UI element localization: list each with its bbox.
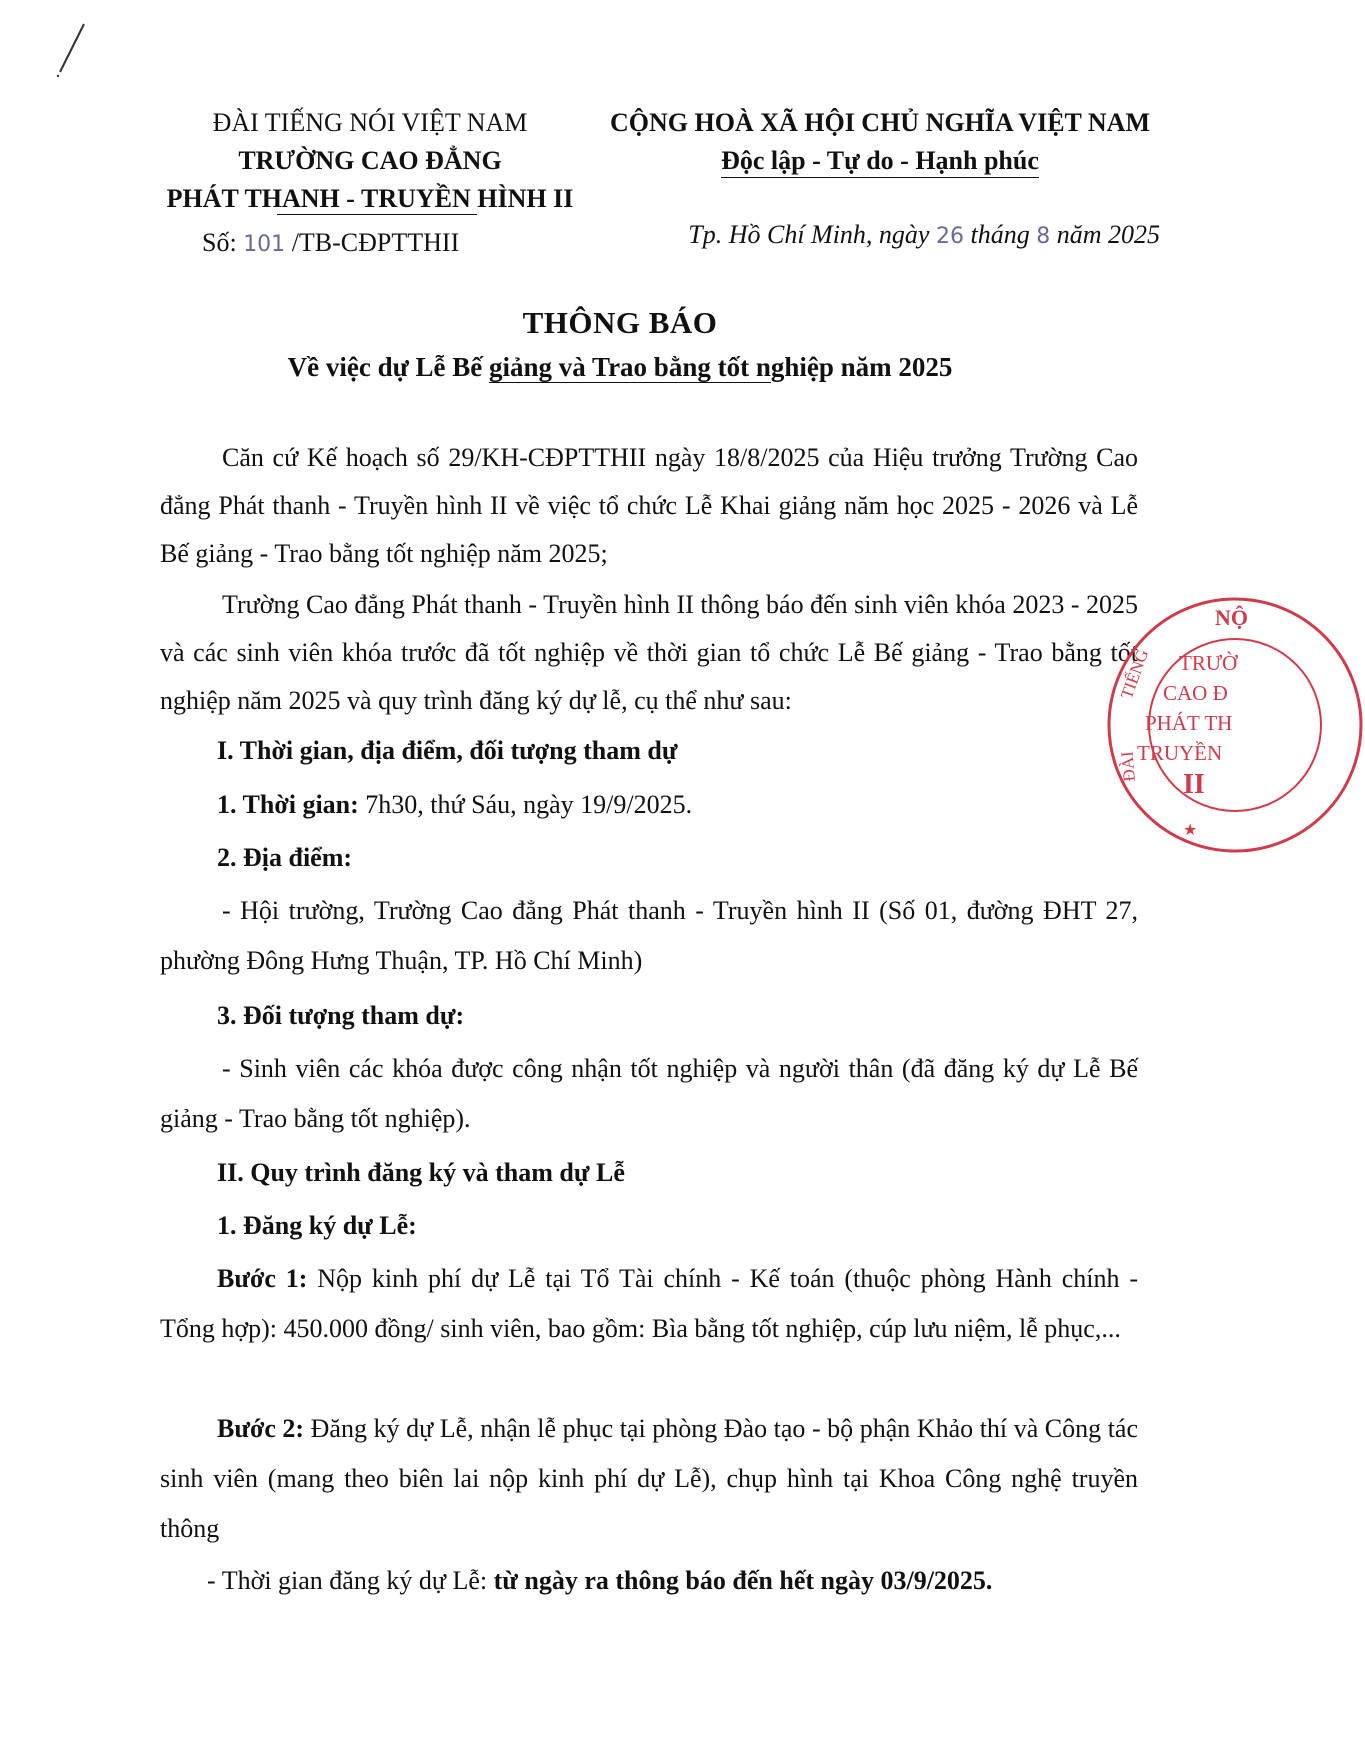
step-1 [160,1254,1138,1354]
date-month-label: tháng [970,220,1030,249]
date-prefix: Tp. Hồ Chí Minh, ngày [688,220,930,249]
seal-arc-top: NỘ [1215,605,1248,630]
handwritten-mark [52,20,92,80]
seal-star: ★ [1183,820,1198,839]
seal-line-1: TRƯỜ [1179,651,1238,675]
country-name: CỘNG HOÀ XÃ HỘI CHỦ NGHĨA VIỆT NAM [609,108,1151,137]
issuer-line-3: PHÁT THANH - TRUYỀN HÌNH II [167,180,574,218]
deadline-label: - Thời gian đăng ký dự Lễ: [207,1566,494,1595]
paragraph-announcement: Trường Cao đẳng Phát thanh - Truyền hình II thông báo đến sinh viên khóa 2023 - 2025 và các sinh viên khóa trước đã tốt nghiệp về thời gian tổ chức Lễ Bế giảng - Trao bằng tốt nghiệp năm 2025 và quy trình đăng ký dự lễ, cụ thể như sau: [160,590,1138,715]
step-2-text: Đăng ký dự Lễ, nhận lễ phục tại phòng Đào tạo - bộ phận Khảo thí và Công tác sinh viên (mang theo biên lai nộp kinh phí dự Lễ), chụp hình tại Khoa Công nghệ truyền thông [160,1414,1138,1543]
document-number [202,228,459,258]
subtitle-part-a: Về việc dự Lễ Bế [287,352,490,382]
issue-date [560,220,1160,250]
issuer-line-1: ĐÀI TIẾNG NÓI VIỆT NAM [212,108,528,137]
section-1-heading: I. Thời gian, địa điểm, đối tượng tham dự [217,736,678,765]
step-2-label: Bước 2: [217,1414,305,1443]
subtitle-part-c: ghiệp năm 2025 [770,352,953,382]
seal-line-5: II [1183,769,1205,800]
official-seal-stamp [1105,595,1365,855]
step-1-label: Bước 1: [217,1264,308,1293]
number-prefix: Số: [202,228,237,257]
document-title: THÔNG BÁO [522,305,718,340]
registration-label: 1. Đăng ký dự Lễ: [217,1211,417,1240]
attendees-label: 3. Đối tượng tham dự: [217,1001,465,1030]
time-value: 7h30, thứ Sáu, ngày 19/9/2025. [358,790,693,819]
subtitle-part-b: giảng và Trao bằng tốt n [489,352,771,382]
deadline-value: từ ngày ra thông báo đến hết ngày 03/9/2025. [493,1566,993,1595]
seal-line-4: TRUYỀN [1137,741,1223,765]
paragraph-basis: Căn cứ Kế hoạch số 29/KH-CĐPTTHII ngày 18/8/2025 của Hiệu trưởng Trường Cao đẳng Phát thanh - Truyền hình II về việc tổ chức Lễ Khai giảng năm học 2025 - 2026 và Lễ Bế giảng - Trao bằng tốt nghiệp năm 2025; [160,443,1138,568]
seal-line-3: PHÁT TH [1145,711,1233,735]
time-line [217,780,1195,830]
date-year: năm 2025 [1056,220,1160,249]
place-label: 2. Địa điểm: [217,843,353,872]
number-handwritten: 101 [243,232,286,257]
attendees-value: - Sinh viên các khóa được công nhận tốt nghiệp và người thân (đã đăng ký dự Lễ Bế giảng - Trao bằng tốt nghiệp). [160,1054,1138,1133]
date-day: 26 [935,224,964,249]
place-value: - Hội trường, Trường Cao đẳng Phát thanh - Truyền hình II (Số 01, đường ĐHT 27, phường Đông Hưng Thuận, TP. Hồ Chí Minh) [160,896,1138,975]
seal-line-2: CAO Đ [1163,681,1228,705]
number-suffix: /TB-CĐPTTHII [291,228,460,257]
seal-side-text-2: ĐÀI [1117,750,1139,783]
section-2-heading: II. Quy trình đăng ký và tham dự Lễ [217,1158,625,1187]
issuer-line-2: TRƯỜNG CAO ĐẲNG [238,146,502,175]
document-subtitle [0,352,1240,383]
seal-side-text: TIẾNG [1116,646,1153,702]
issuer-block [110,104,630,218]
national-motto: Độc lập - Tự do - Hạnh phúc [721,145,1039,178]
time-label: 1. Thời gian: [217,790,359,819]
step-1-text: Nộp kinh phí dự Lễ tại Tổ Tài chính - Kế toán (thuộc phòng Hành chính - Tổng hợp): 450.000 đồng/ sinh viên, bao gồm: Bìa bằng tốt nghiệp, cúp lưu niệm, lễ phục,... [160,1264,1138,1343]
registration-deadline [207,1556,1147,1606]
date-month: 8 [1036,224,1051,249]
national-heading [585,104,1175,180]
step-2 [160,1404,1138,1554]
